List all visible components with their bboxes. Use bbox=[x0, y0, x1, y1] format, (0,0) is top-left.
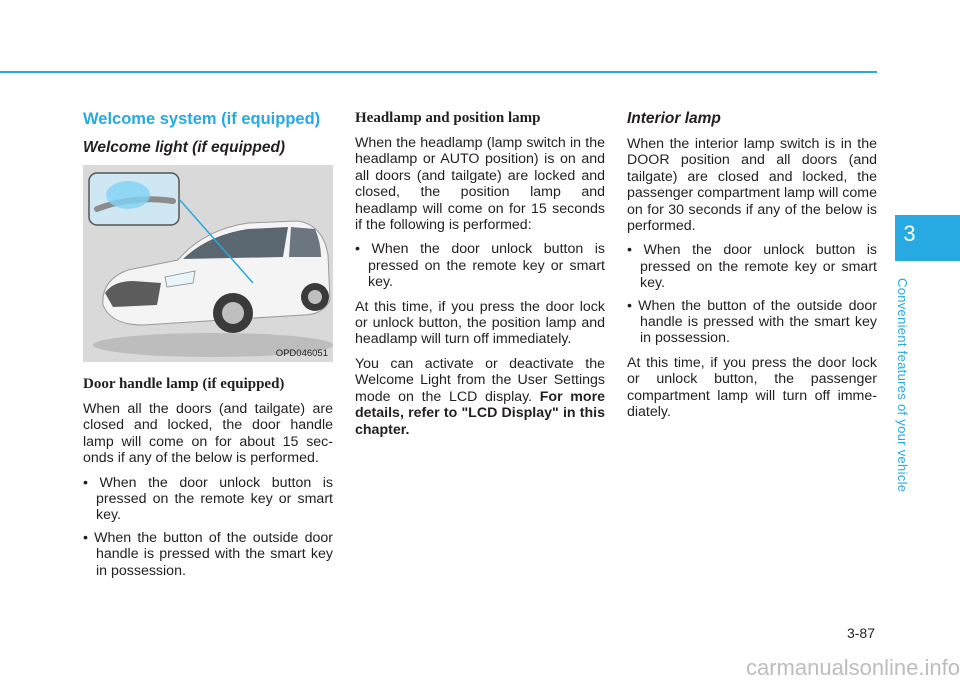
headlamp-paragraph: When the headlamp (lamp switch in the headlamp or AUTO position) is on and all doors (and tailgate) are locked and closed, the position lamp and headlamp will come on for 15 seconds if the following is performed: bbox=[355, 135, 605, 234]
subsection-title: Welcome light (if equipped) bbox=[83, 139, 286, 156]
reference-text: For more details, refer to "LCD Display" in this chapter. bbox=[355, 388, 605, 438]
chapter-number: 3 bbox=[903, 221, 916, 246]
chapter-tab bbox=[895, 215, 960, 261]
section-title: Welcome system (if equipped) bbox=[83, 110, 321, 128]
door-lamp-title: Door handle lamp (if equipped) bbox=[83, 376, 285, 392]
image-code: OPD046051 bbox=[275, 348, 328, 359]
column-2 bbox=[355, 104, 605, 446]
list-item: • When the button of the outside door handle is pressed with the smart key in possession. bbox=[83, 529, 333, 579]
list-item: • When the button of the outside door handle is pressed with the smart key in possession. bbox=[627, 297, 877, 347]
list-item: • When the door unlock button is pressed on the remote key or smart key. bbox=[627, 242, 877, 292]
headlamp-title: Headlamp and position lamp bbox=[355, 110, 541, 126]
car-image bbox=[83, 165, 333, 362]
door-lamp-list bbox=[83, 475, 333, 579]
chapter-title: Convenient features of your vehicle bbox=[895, 278, 910, 493]
headlamp-paragraph-3 bbox=[355, 356, 605, 438]
interior-lamp-paragraph-2: At this time, if you press the door lock or unlock button, the passenger compartment lamp will turn off imme-diately. bbox=[627, 354, 877, 421]
interior-lamp-title: Interior lamp bbox=[627, 110, 721, 127]
column-3 bbox=[627, 104, 877, 429]
header-rule bbox=[0, 71, 877, 73]
column-1 bbox=[83, 104, 333, 587]
page-number: 3-87 bbox=[846, 625, 875, 641]
chapter-side-label bbox=[894, 278, 926, 508]
door-lamp-paragraph: When all the doors (and tailgate) are closed and locked, the door handle lamp will come on for about 15 sec-onds if any of the below is performed. bbox=[83, 401, 333, 467]
settings-text: You can activate or deactivate the Welcome Light from the User Settings mode on the LCD display. bbox=[355, 355, 605, 405]
headlamp-list bbox=[355, 241, 605, 290]
interior-lamp-paragraph: When the interior lamp switch is in the DOOR position and all doors (and tailgate) are closed and locked, the passenger compartment lamp will come on for 30 seconds if any of the below is performed. bbox=[627, 136, 877, 235]
list-item: • When the door unlock button is pressed on the remote key or smart key. bbox=[83, 474, 333, 524]
list-item: • When the door unlock button is pressed on the remote key or smart key. bbox=[355, 241, 605, 291]
watermark: carmanualsonline.info bbox=[745, 655, 960, 680]
headlamp-paragraph-2: At this time, if you press the door lock or unlock button, the position lamp and headlamp will turn off immediately. bbox=[355, 298, 605, 348]
interior-lamp-list bbox=[627, 242, 877, 346]
car-illustration bbox=[83, 165, 333, 362]
